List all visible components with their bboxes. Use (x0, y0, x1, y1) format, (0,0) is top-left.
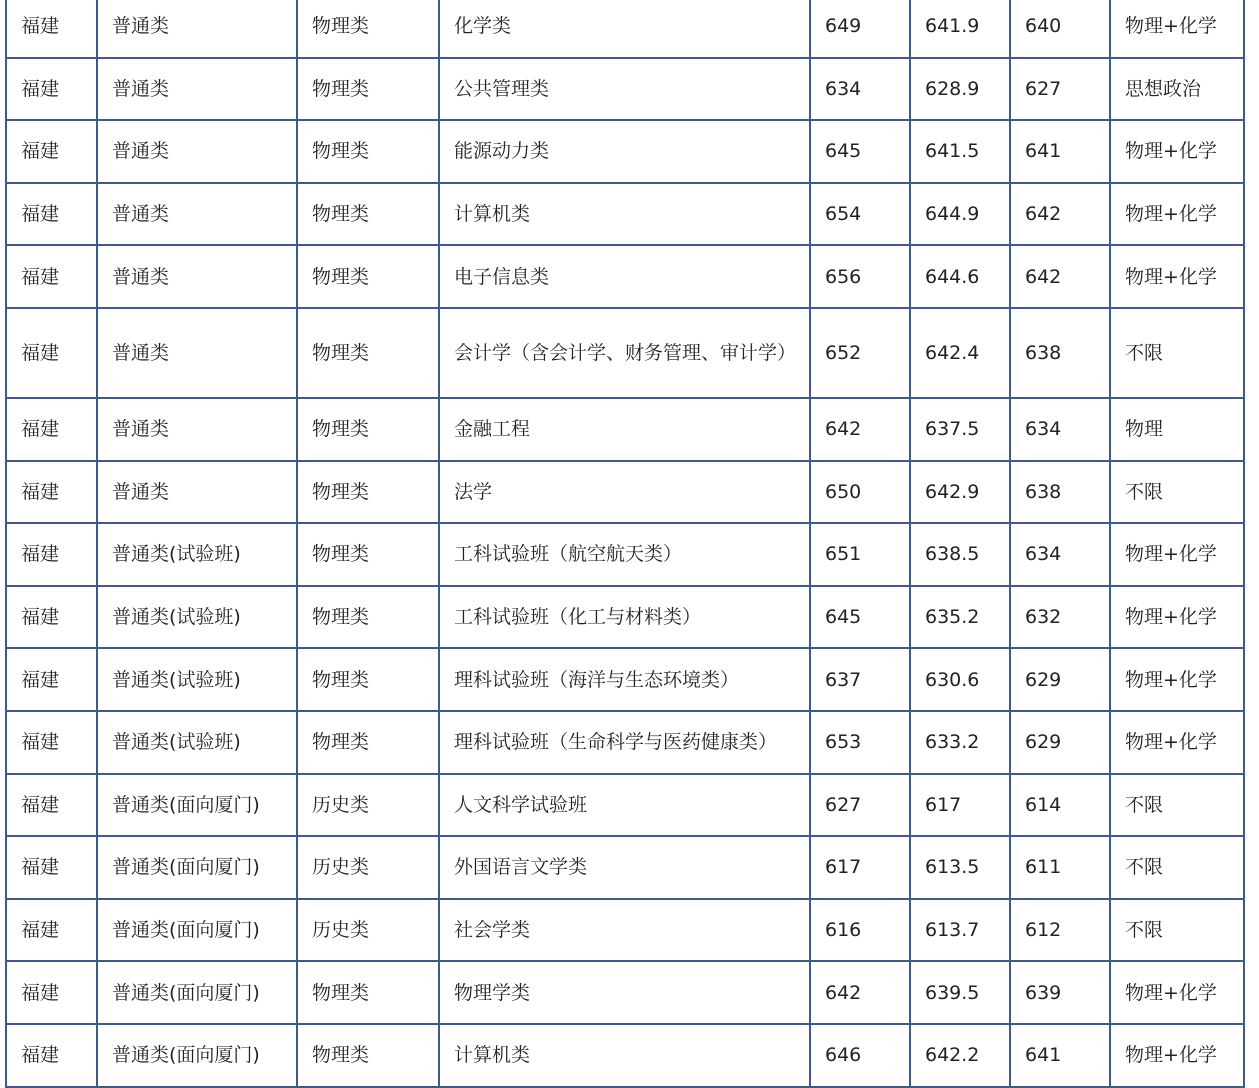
province-cell: 福建 (6, 648, 97, 711)
province-cell: 福建 (6, 398, 97, 461)
subject-requirement-cell: 不限 (1110, 461, 1244, 524)
category-cell: 普通类(面向厦门) (97, 1024, 297, 1087)
min-score-cell: 634 (1010, 398, 1110, 461)
major-cell: 会计学（含会计学、财务管理、审计学） (439, 308, 810, 398)
province-cell: 福建 (6, 1024, 97, 1087)
min-score-cell: 611 (1010, 836, 1110, 899)
province-cell: 福建 (6, 899, 97, 962)
major-cell: 计算机类 (439, 183, 810, 246)
province-cell: 福建 (6, 461, 97, 524)
major-cell: 理科试验班（海洋与生态环境类） (439, 648, 810, 711)
avg-score-cell: 613.7 (910, 899, 1010, 962)
province-cell: 福建 (6, 58, 97, 121)
min-score-cell: 614 (1010, 774, 1110, 837)
category-cell: 普通类(试验班) (97, 711, 297, 774)
subject-cell: 物理类 (297, 120, 439, 183)
table-row (6, 774, 1244, 837)
min-score-cell: 642 (1010, 183, 1110, 246)
major-cell: 工科试验班（航空航天类） (439, 523, 810, 586)
avg-score-cell: 633.2 (910, 711, 1010, 774)
avg-score-cell: 644.9 (910, 183, 1010, 246)
major-cell: 理科试验班（生命科学与医药健康类） (439, 711, 810, 774)
subject-requirement-cell: 物理+化学 (1110, 0, 1244, 58)
avg-score-cell: 644.6 (910, 245, 1010, 308)
table-row (6, 398, 1244, 461)
subject-requirement-cell: 物理+化学 (1110, 245, 1244, 308)
subject-cell: 历史类 (297, 836, 439, 899)
max-score-cell: 654 (810, 183, 910, 246)
table-row (6, 308, 1244, 398)
subject-cell: 历史类 (297, 774, 439, 837)
max-score-cell: 645 (810, 120, 910, 183)
table-row (6, 58, 1244, 121)
subject-cell: 物理类 (297, 308, 439, 398)
table-row (6, 120, 1244, 183)
table-row (6, 461, 1244, 524)
province-cell: 福建 (6, 0, 97, 58)
province-cell: 福建 (6, 774, 97, 837)
subject-cell: 物理类 (297, 0, 439, 58)
subject-cell: 物理类 (297, 648, 439, 711)
subject-requirement-cell: 物理+化学 (1110, 183, 1244, 246)
subject-requirement-cell: 物理+化学 (1110, 648, 1244, 711)
category-cell: 普通类(面向厦门) (97, 961, 297, 1024)
province-cell: 福建 (6, 183, 97, 246)
subject-cell: 历史类 (297, 899, 439, 962)
category-cell: 普通类(面向厦门) (97, 774, 297, 837)
subject-cell: 物理类 (297, 961, 439, 1024)
avg-score-cell: 638.5 (910, 523, 1010, 586)
major-cell: 物理学类 (439, 961, 810, 1024)
min-score-cell: 629 (1010, 648, 1110, 711)
min-score-cell: 641 (1010, 120, 1110, 183)
province-cell: 福建 (6, 711, 97, 774)
major-cell: 外国语言文学类 (439, 836, 810, 899)
subject-cell: 物理类 (297, 586, 439, 649)
subject-requirement-cell: 不限 (1110, 308, 1244, 398)
avg-score-cell: 641.5 (910, 120, 1010, 183)
province-cell: 福建 (6, 308, 97, 398)
max-score-cell: 627 (810, 774, 910, 837)
avg-score-cell: 642.4 (910, 308, 1010, 398)
subject-requirement-cell: 物理+化学 (1110, 586, 1244, 649)
category-cell: 普通类(试验班) (97, 648, 297, 711)
category-cell: 普通类(面向厦门) (97, 899, 297, 962)
min-score-cell: 634 (1010, 523, 1110, 586)
table-row (6, 711, 1244, 774)
avg-score-cell: 639.5 (910, 961, 1010, 1024)
category-cell: 普通类(试验班) (97, 586, 297, 649)
category-cell: 普通类 (97, 308, 297, 398)
major-cell: 工科试验班（化工与材料类） (439, 586, 810, 649)
subject-requirement-cell: 不限 (1110, 774, 1244, 837)
major-cell: 电子信息类 (439, 245, 810, 308)
max-score-cell: 645 (810, 586, 910, 649)
min-score-cell: 629 (1010, 711, 1110, 774)
avg-score-cell: 637.5 (910, 398, 1010, 461)
category-cell: 普通类 (97, 183, 297, 246)
min-score-cell: 612 (1010, 899, 1110, 962)
avg-score-cell: 642.2 (910, 1024, 1010, 1087)
major-cell: 人文科学试验班 (439, 774, 810, 837)
admission-score-table (5, 0, 1245, 1088)
major-cell: 金融工程 (439, 398, 810, 461)
table-row (6, 961, 1244, 1024)
avg-score-cell: 613.5 (910, 836, 1010, 899)
subject-requirement-cell: 不限 (1110, 899, 1244, 962)
subject-cell: 物理类 (297, 711, 439, 774)
table-row (6, 899, 1244, 962)
province-cell: 福建 (6, 586, 97, 649)
min-score-cell: 640 (1010, 0, 1110, 58)
category-cell: 普通类 (97, 120, 297, 183)
avg-score-cell: 630.6 (910, 648, 1010, 711)
major-cell: 计算机类 (439, 1024, 810, 1087)
table-body (6, 0, 1244, 1087)
major-cell: 法学 (439, 461, 810, 524)
table-row (6, 523, 1244, 586)
subject-cell: 物理类 (297, 245, 439, 308)
major-cell: 化学类 (439, 0, 810, 58)
major-cell: 社会学类 (439, 899, 810, 962)
subject-requirement-cell: 不限 (1110, 836, 1244, 899)
table-row (6, 183, 1244, 246)
subject-requirement-cell: 物理+化学 (1110, 711, 1244, 774)
max-score-cell: 652 (810, 308, 910, 398)
avg-score-cell: 617 (910, 774, 1010, 837)
category-cell: 普通类 (97, 245, 297, 308)
subject-requirement-cell: 思想政治 (1110, 58, 1244, 121)
avg-score-cell: 635.2 (910, 586, 1010, 649)
max-score-cell: 642 (810, 961, 910, 1024)
max-score-cell: 650 (810, 461, 910, 524)
subject-requirement-cell: 物理+化学 (1110, 1024, 1244, 1087)
province-cell: 福建 (6, 245, 97, 308)
max-score-cell: 656 (810, 245, 910, 308)
max-score-cell: 649 (810, 0, 910, 58)
table-row (6, 648, 1244, 711)
max-score-cell: 642 (810, 398, 910, 461)
subject-cell: 物理类 (297, 58, 439, 121)
category-cell: 普通类 (97, 0, 297, 58)
min-score-cell: 627 (1010, 58, 1110, 121)
table-row (6, 245, 1244, 308)
min-score-cell: 642 (1010, 245, 1110, 308)
table-row (6, 586, 1244, 649)
category-cell: 普通类 (97, 461, 297, 524)
subject-requirement-cell: 物理+化学 (1110, 961, 1244, 1024)
subject-requirement-cell: 物理 (1110, 398, 1244, 461)
subject-cell: 物理类 (297, 523, 439, 586)
min-score-cell: 639 (1010, 961, 1110, 1024)
province-cell: 福建 (6, 120, 97, 183)
category-cell: 普通类(面向厦门) (97, 836, 297, 899)
avg-score-cell: 628.9 (910, 58, 1010, 121)
province-cell: 福建 (6, 523, 97, 586)
max-score-cell: 637 (810, 648, 910, 711)
avg-score-cell: 641.9 (910, 0, 1010, 58)
major-cell: 公共管理类 (439, 58, 810, 121)
min-score-cell: 638 (1010, 308, 1110, 398)
subject-requirement-cell: 物理+化学 (1110, 523, 1244, 586)
subject-cell: 物理类 (297, 1024, 439, 1087)
min-score-cell: 638 (1010, 461, 1110, 524)
max-score-cell: 617 (810, 836, 910, 899)
max-score-cell: 653 (810, 711, 910, 774)
major-cell: 能源动力类 (439, 120, 810, 183)
table-row (6, 836, 1244, 899)
max-score-cell: 651 (810, 523, 910, 586)
category-cell: 普通类(试验班) (97, 523, 297, 586)
max-score-cell: 634 (810, 58, 910, 121)
category-cell: 普通类 (97, 58, 297, 121)
province-cell: 福建 (6, 961, 97, 1024)
avg-score-cell: 642.9 (910, 461, 1010, 524)
table-row (6, 1024, 1244, 1087)
subject-cell: 物理类 (297, 398, 439, 461)
table-row (6, 0, 1244, 58)
min-score-cell: 641 (1010, 1024, 1110, 1087)
subject-requirement-cell: 物理+化学 (1110, 120, 1244, 183)
min-score-cell: 632 (1010, 586, 1110, 649)
category-cell: 普通类 (97, 398, 297, 461)
max-score-cell: 646 (810, 1024, 910, 1087)
max-score-cell: 616 (810, 899, 910, 962)
subject-cell: 物理类 (297, 461, 439, 524)
province-cell: 福建 (6, 836, 97, 899)
subject-cell: 物理类 (297, 183, 439, 246)
